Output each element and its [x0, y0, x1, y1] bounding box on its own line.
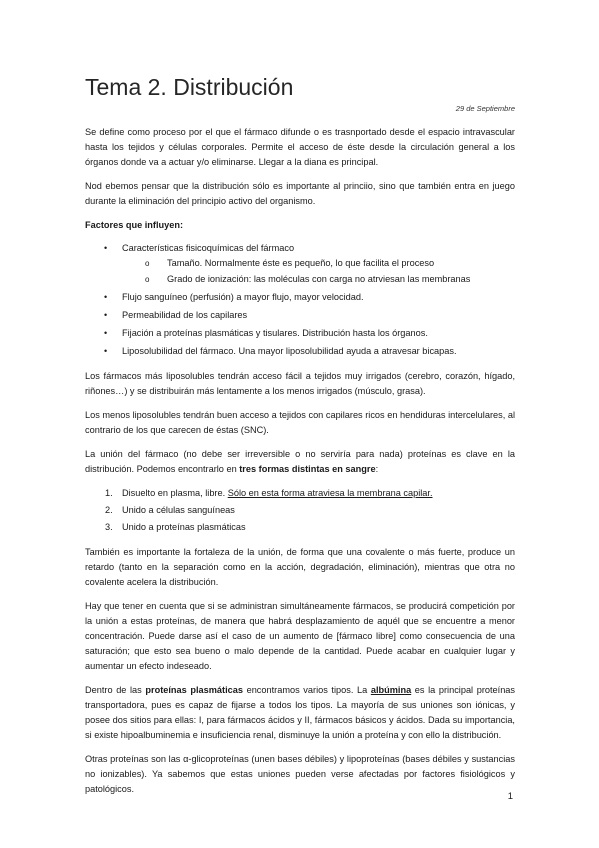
list-item: [85, 308, 515, 323]
underlined-text: Sólo en esta forma atraviesa la membrana capilar.: [227, 488, 433, 498]
factors-heading: Factores que influyen:: [85, 220, 184, 230]
sub-list-item: [122, 256, 515, 271]
list-number: 1.: [105, 488, 113, 498]
list-item-text: Disuelto en plasma, libre.: [122, 488, 228, 498]
paragraph-binding: [85, 447, 515, 477]
list-item-text: Liposolubilidad del fármaco. Una mayor liposolubilidad ayuda a atravesar bicapas.: [122, 346, 457, 356]
paragraph-competition: Hay que tener en cuenta que si se administran simultáneamente fármacos, se producirá competición por la unión a estas proteínas, de manera que habrá desplazamiento de aquél que se encuentre a menor concentración. Puede darse así el caso de un aumento de [fármaco libre] como consecuencia de una saturación; que esto sea bueno o malo depende de la cantidad. Puede acabar en cualquier lugar y aumentar un efecto indeseado.: [85, 601, 515, 671]
list-item-text: Permeabilidad de los capilares: [122, 310, 248, 320]
text-run: :: [375, 464, 379, 474]
factors-list: [85, 241, 515, 359]
document-body: [85, 125, 515, 806]
sub-bullet-icon: o: [145, 259, 150, 268]
paragraph-plasma-proteins: [85, 683, 515, 743]
page-number: 1: [507, 791, 513, 802]
bold-text: tres formas distintas en sangre: [239, 464, 376, 474]
sub-list-item-text: Grado de ionización: las moléculas con carga no atrviesan las membranas: [167, 274, 471, 284]
paragraph-definition: Se define como proceso por el que el fármaco difunde o es trasnportado desde el espacio intravascular hasta los tejidos y células corporales. Permite el acceso de éste desde la circulación general a los órganos donde va a actuar y/o eliminarse. Llegar a la diana es principal.: [85, 127, 515, 167]
bullet-icon: •: [104, 310, 108, 320]
list-item-text: Unido a células sanguíneas: [122, 505, 235, 515]
list-item: [85, 520, 515, 535]
list-item-text: Unido a proteínas plasmáticas: [122, 522, 246, 532]
sub-bullet-icon: o: [145, 275, 150, 284]
list-item: [85, 486, 515, 501]
bold-underlined-text: albúmina: [370, 685, 412, 695]
list-number: 2.: [105, 505, 113, 515]
text-run: Dentro de las: [85, 685, 146, 695]
text-run: La unión del fármaco (no debe ser irreversible o no serviría para nada) proteínas es clave en la distribución. Podemos encontrarlo en: [85, 449, 515, 474]
bullet-icon: •: [104, 346, 108, 356]
paragraph-other-proteins: Otras proteínas son las α-glicoproteínas (unen bases débiles) y lipoproteínas (bases débiles y sustancias no ionizables). Ya sabemos que estas uniones pueden verse afectadas por factores fisiológicos y patológicos.: [85, 754, 515, 794]
sub-list-item: [122, 272, 515, 287]
list-item: [85, 326, 515, 341]
page-title: Tema 2. Distribución: [85, 74, 294, 100]
bullet-icon: •: [104, 328, 108, 338]
list-item-text: Características fisicoquímicas del fármaco: [122, 243, 295, 253]
list-item-text: Flujo sanguíneo (perfusión) a mayor flujo, mayor velocidad.: [122, 292, 364, 302]
list-item-text: Fijación a proteínas plasmáticas y tisulares. Distribución hasta los órganos.: [122, 328, 428, 338]
paragraph-less-liposoluble: Los menos liposolubles tendrán buen acceso a tejidos con capilares ricos en hendiduras intercelulares, al contrario de los que carecen de éstas (SNC).: [85, 410, 515, 435]
paragraph-strength: También es importante la fortaleza de la unión, de forma que una covalente o más fuerte, produce un retardo (tanto en la separación como en la acción, degradación, eliminación), mientras que otra no covalente acelera la distribución.: [85, 547, 515, 587]
text-run: es la principal proteínas transportadora, pues es capaz de fijarse a todos los tipos. La mayoría de sus uniones son iónicas, y posee dos sitios para ellas: I, para fármacos ácidos y II, fármacos básicos y ácidos. Dada su importancia, si existe hipoalbuminemia e insuficiencia renal, disminuye la unión a proteína y con ello la distribución.: [85, 685, 516, 740]
bold-text: proteínas plasmáticas: [145, 685, 243, 695]
list-item: [85, 503, 515, 518]
paragraph-elimination: Nod ebemos pensar que la distribución sólo es importante al princiio, sino que también entra en juego durante la eliminación del principio activo del organismo.: [85, 181, 515, 206]
sub-list: [122, 256, 515, 287]
bullet-icon: •: [104, 292, 108, 302]
list-item: [85, 290, 515, 305]
bullet-icon: •: [104, 243, 108, 253]
date-label: 29 de Septiembre: [455, 104, 515, 113]
list-number: 3.: [105, 522, 113, 532]
text-run: encontramos varios tipos. La: [242, 685, 371, 695]
list-item: [85, 241, 515, 287]
list-item: [85, 344, 515, 359]
sub-list-item-text: Tamaño. Normalmente éste es pequeño, lo que facilita el proceso: [167, 258, 435, 268]
forms-list: [85, 486, 515, 535]
paragraph-liposoluble: Los fármacos más liposolubles tendrán acceso fácil a tejidos muy irrigados (cerebro, corazón, hígado, riñones…) y se distribuirán más lentamente a los menos irrigados (músculo, grasa).: [85, 371, 515, 396]
